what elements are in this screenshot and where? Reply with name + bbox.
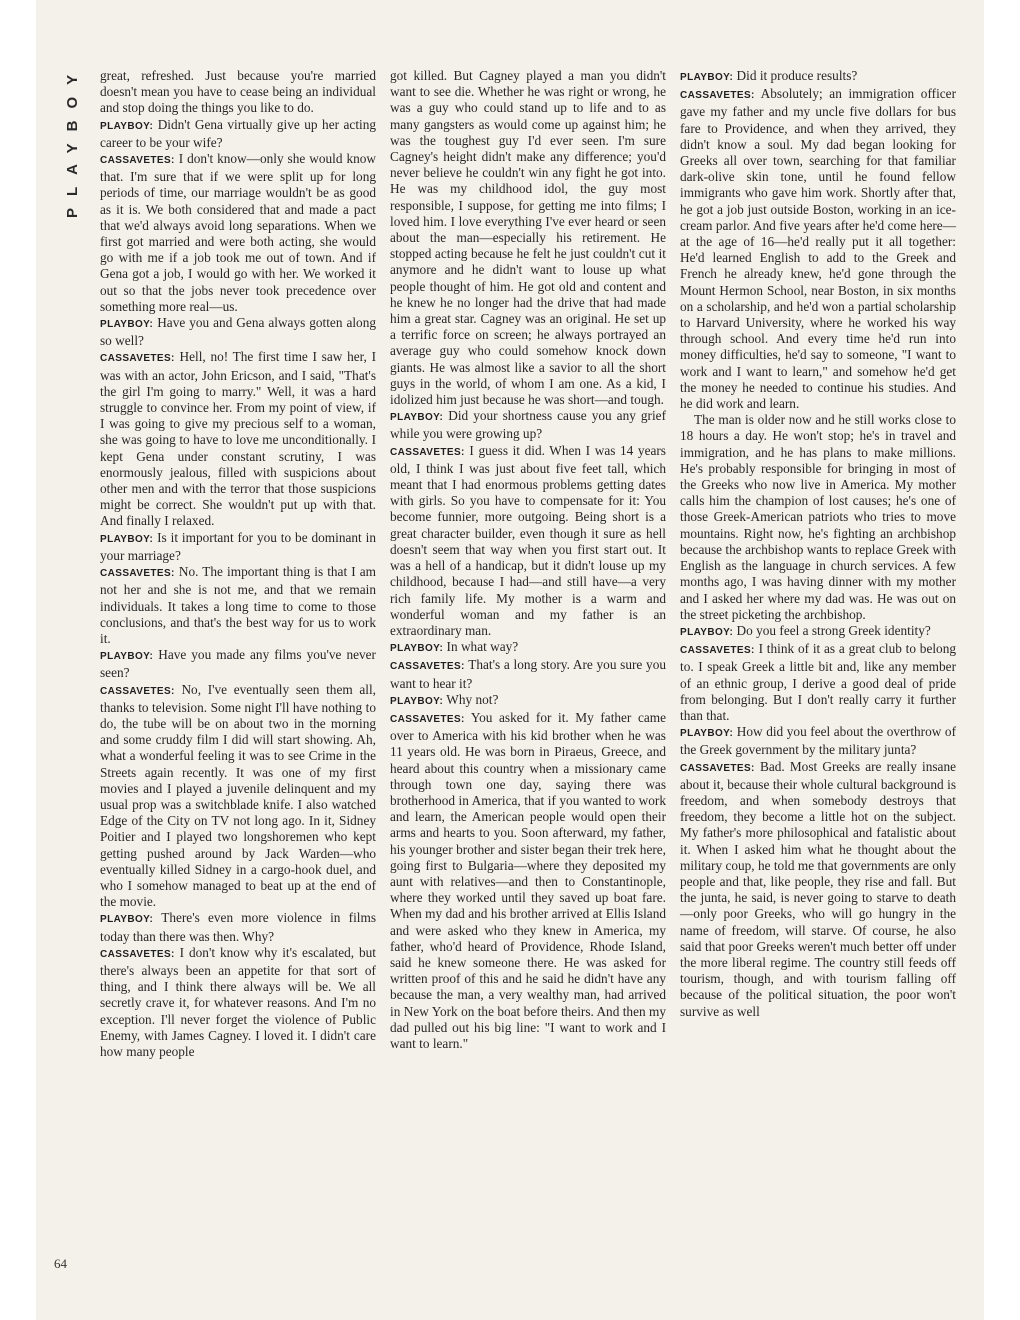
paragraph-text: Hell, no! The first time I saw her, I was with an actor, John Ericson, and I said, "That's the girl I'm going to marry." Well, it was a hard struggle to convince her. From my point of view, if I was going to give my precious self to a woman, she was going to have to love me unconditionally. I kept Gena under constant scrutiny, I was enormously jealous, filled with suspicions about other men and with the terror that those suspicions might be correct. She wouldn't put up with that. And finally I relaxed.: [100, 349, 376, 529]
paragraph-text: The man is older now and he still works close to 18 hours a day. He won't stop; he's in travel and immigration, and he has plans to make millions. He's probably responsible for bringing in most of the Greeks who now live in America. My mother calls him the champion of lost causes; he's one of those Greek-American patriots who tries to move mountains. Right now, he's fighting an archbishop because the archbishop wants to replace Greek with English as the language in church services. A few months ago, I was having dinner with my mother and I asked her where my dad was. He was out on the street picketing the archbishop.: [680, 412, 956, 622]
paragraph-text: Didn't Gena virtually give up her acting career to be your wife?: [100, 116, 376, 150]
interview-paragraph: [100, 682, 376, 911]
paragraph-text: In what way?: [443, 639, 519, 655]
interview-paragraph: [680, 86, 956, 412]
interview-paragraph: [680, 68, 956, 86]
speaker-label: PLAYBOY:: [390, 412, 444, 424]
paragraph-text: Absolutely; an immigration officer gave my father and my uncle five dollars for bus fare to Providence, and when they arrived, they didn't know a soul. My dad began looking for Greeks all over town, searching for that familiar dark-olive skin tone, until he found fellow immigrants who gave him work. Shortly after that, he got a job just outside Boston, working in an ice-cream parlor. And five years after he'd come here—at the age of 16—he'd really put it all together: He'd learned English to add to the Greek and French he already knew, he'd gone through the Mount Hermon School, near Boston, in six months on a scholarship, and he'd won a partial scholarship to Harvard University, where he worked his way through school. And every time he'd run into money difficulties, he'd say to someone, "I want to work and I want to learn," and somehow he'd get the money he needed to continue his studies. And he did work and learn.: [680, 86, 956, 412]
speaker-label: PLAYBOY:: [100, 120, 154, 132]
speaker-label: CASSAVETES:: [100, 155, 175, 167]
speaker-label: PLAYBOY:: [100, 651, 154, 663]
interview-paragraph: [680, 759, 956, 1020]
speaker-label: CASSAVETES:: [680, 645, 755, 657]
paragraph-text: Do you feel a strong Greek identity?: [733, 622, 931, 638]
paragraph-text: Did your shortness cause you any grief while you were growing up?: [390, 408, 666, 442]
paragraph-text: That's a long story. Are you sure you want to hear it?: [390, 657, 666, 691]
paragraph-text: There's even more violence in films today than there was then. Why?: [100, 910, 376, 944]
interview-paragraph: [390, 657, 666, 691]
magazine-name: PLAYBOY: [64, 62, 81, 218]
interview-paragraph: [680, 641, 956, 724]
interview-paragraph: [680, 623, 956, 641]
paragraph-text: I don't know—only she would know that. I'm sure that if we were split up for long periods of time, our marriage wouldn't be as good as it is. We both considered that and made a pact that we'd always avoid long separations. When we first got married and were both acting, she would go with me if a job took me out of town. And if Gena got a job, I would go with her. We worked it out so that the jobs never took precedence over something more real—us.: [100, 151, 376, 314]
text-column-3: [680, 68, 956, 1020]
speaker-label: CASSAVETES:: [100, 568, 175, 580]
speaker-label: PLAYBOY:: [100, 319, 154, 331]
interview-paragraph: [100, 315, 376, 349]
speaker-label: CASSAVETES:: [390, 661, 465, 673]
paragraph-text: How did you feel about the overthrow of the Greek government by the military junta?: [680, 724, 956, 758]
text-column-2: [390, 68, 666, 1052]
paragraph-text: great, refreshed. Just because you're married doesn't mean you have to cease being an individual and stop doing the things you like to do.: [100, 68, 376, 116]
interview-paragraph: [100, 530, 376, 564]
speaker-label: CASSAVETES:: [100, 353, 175, 365]
interview-paragraph: [390, 639, 666, 657]
interview-paragraph: [100, 117, 376, 151]
paragraph-text: Have you made any films you've never seen?: [100, 647, 376, 681]
speaker-label: PLAYBOY:: [680, 728, 734, 740]
speaker-label: CASSAVETES:: [390, 713, 465, 725]
speaker-label: PLAYBOY:: [680, 626, 734, 638]
paragraph-text: got killed. But Cagney played a man you didn't want to see die. Whether he was right or wrong, he was a guy who could stand up to life and to as many gangsters as would come up against him; he was the toughest guy I'd ever seen. I'm sure Cagney's height didn't make any difference; you'd never believe he couldn't win any fight he got into. He was my childhood idol, the guy most responsible, I suppose, for getting me into films; I loved him. I love everything I've ever heard or seen about the man—especially his retirement. He stopped acting because he felt he just couldn't cut it anymore and he didn't want to louse up what people thought of him. He got old and content and he knew he no longer had the drive that had made him a great star. Cagney was an original. He set up a terrific force on screen; he always portrayed an average guy who could somehow knock down giants. He was almost like a savior to all the short guys in the world, of whom I am one. As a kid, I idolized him just because he was short—and tough.: [390, 68, 666, 408]
speaker-label: PLAYBOY:: [390, 643, 444, 655]
interview-paragraph: [390, 408, 666, 442]
speaker-label: PLAYBOY:: [100, 914, 154, 926]
interview-paragraph: [680, 724, 956, 758]
speaker-label: PLAYBOY:: [680, 72, 734, 83]
interview-paragraph: [390, 443, 666, 639]
running-head: [58, 62, 88, 218]
interview-paragraph: [100, 910, 376, 944]
text-column-1: [100, 68, 376, 1060]
interview-paragraph: [100, 564, 376, 647]
speaker-label: CASSAVETES:: [100, 948, 175, 960]
paragraph-text: Have you and Gena always gotten along so well?: [100, 315, 376, 349]
speaker-label: CASSAVETES:: [390, 446, 465, 458]
interview-paragraph: [390, 68, 666, 408]
interview-paragraph: [100, 349, 376, 529]
speaker-label: CASSAVETES:: [680, 762, 755, 774]
paragraph-text: I think of it as a great club to belong to. I speak Greek a little bit and, like any member of an ethnic group, I derive a good deal of pride from belonging. But I don't really carry it further than that.: [680, 641, 956, 723]
interview-paragraph: [100, 647, 376, 681]
speaker-label: PLAYBOY:: [390, 695, 444, 707]
paragraph-text: No. The important thing is that I am not her and she is not me, and that we remain individuals. It takes a long time to come to those conclusions, and that's the best way for us to work it.: [100, 564, 376, 646]
paragraph-text: You asked for it. My father came over to America with his kid brother when he was 11 years old. He was born in Piraeus, Greece, and heard about this country when a missionary came through town one day, saying there was brotherhood in America, that if you wanted to work and learn, the American people would open their arms and hearts to you. Soon afterward, my father, his younger brother and sister began their trek here, going first to Bulgaria—where they deposited my aunt with relatives—and then to Constantinople, where they worked until they saved up boat fare. When my dad and his brother arrived at Ellis Island and were asked who they knew in America, my father, who'd heard of Providence, Rhode Island, said he knew someone there. He was asked for written proof of this and he said he didn't have any because the man, a very wealthy man, had arrived in New York on the boat before theirs. And then my dad pulled out his big line: "I want to work and I want to learn.": [390, 709, 666, 1051]
page-number: 64: [54, 1256, 67, 1271]
paragraph-text: Is it important for you to be dominant in your marriage?: [100, 529, 376, 563]
speaker-label: CASSAVETES:: [680, 90, 755, 102]
paragraph-text: No, I've eventually seen them all, thanks to television. Some night I'll have nothing to do, the tube will be on about two in the morning and some cruddy film I did will start showing. Ah, what a wonderful feeling it was to see Crime in the Streets again recently. It was one of my first movies and I played a juvenile delinquent and my usual prop was a switchblade knife. I also watched Edge of the City on TV not long ago. In it, Sidney Poitier and I played two longshoremen who kept getting pushed around by Jack Warden—who eventually killed Sidney in a cargo-hook duel, and who I somehow managed to beat up at the end of the movie.: [100, 681, 376, 910]
interview-paragraph: [100, 68, 376, 117]
paragraph-text: I don't know why it's escalated, but there's always been an appetite for that sort of thing, and I think there always will be. We all secretly crave it, for whatever reasons. And I'm no exception. I'll never forget the violence of Public Enemy, with James Cagney. I loved it. I didn't care how many people: [100, 944, 376, 1059]
speaker-label: CASSAVETES:: [100, 685, 175, 697]
interview-paragraph: [390, 710, 666, 1052]
speaker-label: PLAYBOY:: [100, 533, 154, 545]
interview-paragraph: [100, 945, 376, 1060]
paragraph-text: Why not?: [443, 691, 499, 707]
paragraph-text: I guess it did. When I was 14 years old, I think I was just about five feet tall, which meant that I had enormous problems getting dates with girls. So you have to compensate for it: You become funnier, more outgoing. Being short is a great character builder, even though it sure as hell doesn't seem that way when you first start out. It was a hell of a handicap, but it didn't louse up my childhood, because I had—and still have—a very rich family life. My mother is a warm and wonderful woman and my father is an extraordinary man.: [390, 442, 666, 638]
interview-paragraph: [680, 412, 956, 623]
paragraph-text: Did it produce results?: [733, 68, 858, 83]
interview-paragraph: [390, 692, 666, 710]
interview-paragraph: [100, 151, 376, 315]
paragraph-text: Bad. Most Greeks are really insane about it, because their whole cultural background is freedom, and when somebody destroys that freedom, they become a little hot on the subject. My father's more philosophical and fatalistic about it. When I asked him what he thought about the military coup, he told me that governments are only people and that, like people, they rise and fall. But the junta, he said, is never going to starve to death—only poor Greeks, who will go hungry in the name of freedom, will starve. Of course, he also said that poor Greeks weren't much better off under the more liberal regime. The country still feeds off tourism, though, and with tourism falling off because of the political situation, the poor won't survive as well: [680, 758, 956, 1019]
